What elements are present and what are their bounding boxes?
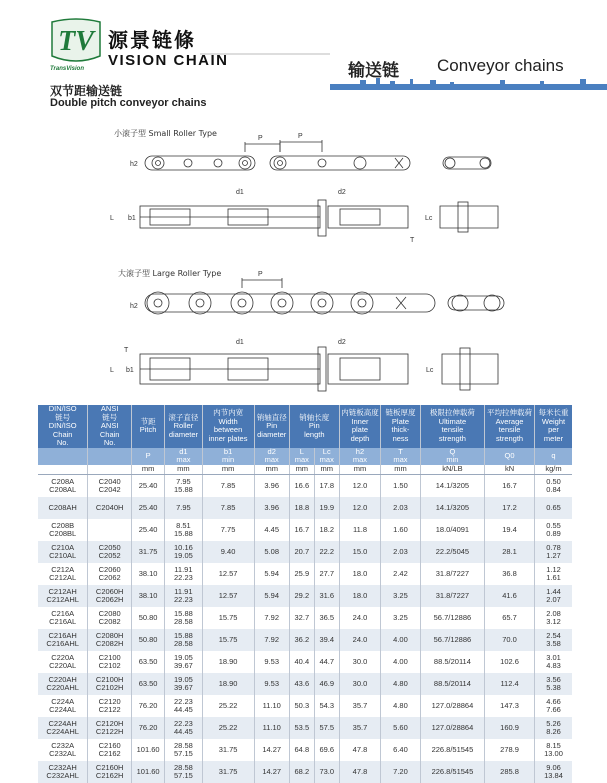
table-cell: 127.0/28864 [420,717,484,739]
table-cell: 14.27 [254,761,289,783]
table-cell: 112.4 [485,673,535,695]
table-cell: 38.10 [131,563,164,585]
table-cell: 56.7/12886 [420,607,484,629]
table-cell: 2.42 [381,563,420,585]
dim-lc-large: Lc [426,367,434,374]
table-cell: 285.8 [485,761,535,783]
table-cell: C220AH C220AHL [38,673,88,695]
table-cell: 25.40 [131,519,164,541]
table-cell: 7.92 [254,607,289,629]
table-cell: 19.9 [314,497,339,519]
symbol-cell: Q min [420,448,484,465]
table-cell: 12.0 [339,497,381,519]
table-cell: 15.88 28.58 [165,629,202,651]
table-cell: 18.8 [289,497,314,519]
table-cell: 30.0 [339,673,381,695]
table-cell: C210A C210AL [38,541,88,563]
table-row [38,585,572,607]
table-cell: 7.92 [254,629,289,651]
symbol-cell: Lc max [314,448,339,465]
table-cell: 3.96 [254,497,289,519]
table-cell: 2.03 [381,497,420,519]
table-cell: 7.85 [202,475,254,497]
table-cell: C216AH C216AHL [38,629,88,651]
symbol-cell: Q0 [485,448,535,465]
table-cell: 63.50 [131,673,164,695]
table-cell: 4.80 [381,673,420,695]
header-cell: 内节内宽 Width between inner plates [202,405,254,448]
symbol-cell: d1 max [165,448,202,465]
table-cell: 25.9 [289,563,314,585]
table-cell: 19.05 39.67 [165,651,202,673]
table-cell: 36.8 [485,563,535,585]
table-cell: C2120H C2122H [88,717,132,739]
table-cell: 28.58 57.15 [165,739,202,761]
table-cell: 76.20 [131,717,164,739]
table-cell: C2160 C2162 [88,739,132,761]
symbol-cell: T max [381,448,420,465]
dim-p-small: P [258,135,263,142]
dim-b1-large: b1 [126,367,134,374]
table-cell: 3.96 [254,475,289,497]
table-cell: 16.6 [289,475,314,497]
section-title-en: Double pitch conveyor chains [50,97,207,109]
header-cell: ANSI 链号 ANSI Chain No. [88,405,132,448]
table-cell: 18.0 [339,585,381,607]
table-cell: 46.9 [314,673,339,695]
table-cell: 22.23 44.45 [165,717,202,739]
table-cell: C216A C216AL [38,607,88,629]
unit-cell: mm [202,465,254,475]
dim-t-small: T [410,237,415,244]
dim-l-small: L [110,215,114,222]
table-cell: 32.7 [289,607,314,629]
large-roller-side-view [145,292,504,314]
table-cell: 18.2 [314,519,339,541]
unit-cell: mm [131,465,164,475]
table-cell: 35.7 [339,717,381,739]
small-roller-top-view [140,200,498,236]
table-cell: 88.5/20114 [420,673,484,695]
table-cell: 18.0/4091 [420,519,484,541]
header-cell: 销轴长度 Pin length [289,405,339,448]
table-cell: C2060H C2062H [88,585,132,607]
brand-name-cn: 源景链條 [108,28,196,52]
chain-drawing [100,122,540,402]
table-cell: 1.60 [381,519,420,541]
table-row [38,761,572,783]
table-body [38,475,572,783]
table-cell: 4.45 [254,519,289,541]
table-cell: C2080 C2082 [88,607,132,629]
page-title-cn: 输送链 [348,61,399,81]
table-cell: 7.20 [381,761,420,783]
unit-cell: mm [381,465,420,475]
table-cell: 31.8/7227 [420,563,484,585]
table-cell: 147.3 [485,695,535,717]
table-cell: C2040 C2042 [88,475,132,497]
table-cell: 11.8 [339,519,381,541]
table-cell: 25.22 [202,717,254,739]
table-cell: C2120 C2122 [88,695,132,717]
table-cell: 30.0 [339,651,381,673]
table-cell: 9.53 [254,673,289,695]
table-cell: 27.7 [314,563,339,585]
header-cell: 内链板高度 Inner plate depth [339,405,381,448]
table-cell: 25.40 [131,475,164,497]
header-cell: 销轴直径 Pin diameter [254,405,289,448]
table-cell: C2080H C2082H [88,629,132,651]
svg-text:TV: TV [58,26,94,57]
table-unit-row [38,465,572,475]
table-cell: 39.4 [314,629,339,651]
table-cell: 47.8 [339,739,381,761]
table-cell: 12.57 [202,563,254,585]
table-cell: 31.8/7227 [420,585,484,607]
table-row [38,739,572,761]
table-cell: 5.94 [254,585,289,607]
table-cell: 11.91 22.23 [165,563,202,585]
table-row [38,651,572,673]
table-cell: 12.0 [339,475,381,497]
page-header [0,0,607,109]
table-row [38,497,572,519]
table-cell: 17.8 [314,475,339,497]
table-cell: 73.0 [314,761,339,783]
unit-cell [38,465,88,475]
table-cell: 7.75 [202,519,254,541]
table-cell: 53.5 [289,717,314,739]
table-cell: C232AH C232AHL [38,761,88,783]
table-cell: 9.40 [202,541,254,563]
table-cell: 11.91 22.23 [165,585,202,607]
table-cell: 2.03 [381,541,420,563]
dim-d2-large: d2 [338,339,346,346]
table-cell: 101.60 [131,739,164,761]
table-cell: 16.7 [485,475,535,497]
table-cell: 68.2 [289,761,314,783]
transvision-logo-icon [48,16,104,66]
table-cell: 0.65 [534,497,572,519]
table-cell: 226.8/51545 [420,739,484,761]
table-cell: 38.10 [131,585,164,607]
table-row [38,717,572,739]
table-cell: 65.7 [485,607,535,629]
table-cell: 1.12 1.61 [534,563,572,585]
table-cell: 36.2 [289,629,314,651]
unit-cell: mm [314,465,339,475]
large-roller-top-view [140,347,498,391]
symbol-cell: h2 max [339,448,381,465]
dim-l-large: L [110,367,114,374]
table-cell: 44.7 [314,651,339,673]
dim-b1-small: b1 [128,215,136,222]
table-cell: 101.60 [131,761,164,783]
table-cell: C208AH [38,497,88,519]
table-cell: C212AH C212AHL [38,585,88,607]
chain-spec-table [38,405,572,783]
table-cell: 22.2/5045 [420,541,484,563]
dim-t-large: T [124,347,129,354]
table-cell: 76.20 [131,695,164,717]
table-cell: 22.23 44.45 [165,695,202,717]
table-cell: C2160H C2162H [88,761,132,783]
table-row [38,519,572,541]
dim-p-large: P [258,271,263,278]
table-row [38,607,572,629]
table-cell: 15.75 [202,629,254,651]
header-cell: 平均拉伸载荷 Average tensile strength [485,405,535,448]
table-cell: 15.88 28.58 [165,607,202,629]
table-cell: C232A C232AL [38,739,88,761]
table-row [38,695,572,717]
symbol-cell: P [131,448,164,465]
table-cell: 50.80 [131,629,164,651]
dim-p2-small: P [298,133,303,140]
table-cell: 4.00 [381,629,420,651]
table-cell: 28.1 [485,541,535,563]
table-cell: 0.55 0.89 [534,519,572,541]
table-cell: 18.90 [202,673,254,695]
table-cell: 7.95 15.88 [165,475,202,497]
table-cell: 19.05 39.67 [165,673,202,695]
table-cell: 11.10 [254,695,289,717]
table-cell: 57.5 [314,717,339,739]
table-row [38,563,572,585]
symbol-cell: q [534,448,572,465]
table-cell: 19.4 [485,519,535,541]
table-cell: 7.95 [165,497,202,519]
symbol-cell [88,448,132,465]
table-cell: 160.9 [485,717,535,739]
symbol-cell: b1 min [202,448,254,465]
table-cell: 5.08 [254,541,289,563]
table-cell: 20.7 [289,541,314,563]
chain-diagrams [100,122,540,402]
table-cell: 50.80 [131,607,164,629]
table-cell: 18.90 [202,651,254,673]
small-roller-label: 小滚子型 Small Roller Type [114,129,217,138]
table-cell: 56.7/12886 [420,629,484,651]
table-cell: 7.85 [202,497,254,519]
table-cell: 9.53 [254,651,289,673]
table-cell: 22.2 [314,541,339,563]
table-cell: 127.0/28864 [420,695,484,717]
table-cell: C212A C212AL [38,563,88,585]
table-cell: 14.1/3205 [420,475,484,497]
header-cell: 节距 Pitch [131,405,164,448]
table-cell: 17.2 [485,497,535,519]
unit-cell: mm [165,465,202,475]
dim-h2-large: h2 [130,303,138,310]
table-cell: 36.5 [314,607,339,629]
table-cell: 102.6 [485,651,535,673]
table-cell: 18.0 [339,563,381,585]
table-cell: 31.75 [202,761,254,783]
table-row [38,629,572,651]
table-cell: 47.8 [339,761,381,783]
table-cell: 50.3 [289,695,314,717]
table-cell: 0.50 0.84 [534,475,572,497]
dim-d1-small: d1 [236,189,244,196]
table-cell: 1.44 2.07 [534,585,572,607]
table-cell: 12.57 [202,585,254,607]
table-cell: 24.0 [339,629,381,651]
unit-cell: kg/m [534,465,572,475]
table-cell: 25.40 [131,497,164,519]
table-cell: C208B C208BL [38,519,88,541]
table-cell: 16.7 [289,519,314,541]
table-cell: C2040H [88,497,132,519]
table-cell: 15.75 [202,607,254,629]
table-cell: 8.15 13.00 [534,739,572,761]
table-cell [88,519,132,541]
section-title-cn: 双节距输送链 [50,84,123,98]
table-cell: 63.50 [131,651,164,673]
table-cell: 15.0 [339,541,381,563]
page-title-en: Conveyor chains [437,56,564,75]
large-roller-label: 大滚子型 Large Roller Type [118,269,222,278]
table-cell: 10.16 19.05 [165,541,202,563]
table-cell: 28.58 57.15 [165,761,202,783]
table-cell: C224A C224AL [38,695,88,717]
table-cell: 69.6 [314,739,339,761]
table-cell: 31.75 [202,739,254,761]
table-cell: C2100 C2102 [88,651,132,673]
table-cell: 2.54 3.58 [534,629,572,651]
table-cell: 24.0 [339,607,381,629]
table-header-row [38,405,572,448]
small-roller-side-view [145,156,491,170]
header-cell: 链板厚度 Plate thick- ness [381,405,420,448]
unit-cell [88,465,132,475]
table-cell: 2.08 3.12 [534,607,572,629]
table-cell: C220A C220AL [38,651,88,673]
table-cell: C2050 C2052 [88,541,132,563]
header-cell: DIN/ISO 链号 DIN/ISO Chain No. [38,405,88,448]
table-row [38,541,572,563]
table-cell: 41.6 [485,585,535,607]
symbol-cell [38,448,88,465]
symbol-cell: d2 max [254,448,289,465]
logo-subtitle: TransVision [50,66,85,72]
table-cell: 29.2 [289,585,314,607]
unit-cell: kN/LB [420,465,484,475]
table-row [38,673,572,695]
table-cell: 25.22 [202,695,254,717]
table-cell: 64.8 [289,739,314,761]
unit-cell: mm [254,465,289,475]
table-cell: 4.80 [381,695,420,717]
table-cell: 4.00 [381,651,420,673]
table-cell: 9.06 13.84 [534,761,572,783]
symbol-cell: L max [289,448,314,465]
table-cell: 70.0 [485,629,535,651]
table-cell: 14.27 [254,739,289,761]
table-cell: 8.51 15.88 [165,519,202,541]
table-cell: C2060 C2062 [88,563,132,585]
table-cell: 31.75 [131,541,164,563]
table-cell: 278.9 [485,739,535,761]
table-cell: 35.7 [339,695,381,717]
table-cell: 4.66 7.66 [534,695,572,717]
table-cell: 3.25 [381,585,420,607]
dim-d2-small: d2 [338,189,346,196]
brand-name-en: VISION CHAIN [108,52,229,69]
unit-cell: mm [289,465,314,475]
table-cell: 40.4 [289,651,314,673]
table-cell: 1.50 [381,475,420,497]
table-cell: C2100H C2102H [88,673,132,695]
table-cell: 226.8/51545 [420,761,484,783]
dim-lc-small: Lc [425,215,433,222]
table-cell: 5.60 [381,717,420,739]
table-cell: 3.01 4.83 [534,651,572,673]
table-cell: 0.78 1.27 [534,541,572,563]
table-cell: 31.6 [314,585,339,607]
header-cell: 极限拉伸载荷 Ultimate tensile strength [420,405,484,448]
table-cell: 14.1/3205 [420,497,484,519]
table-cell: 43.6 [289,673,314,695]
unit-cell: kN [485,465,535,475]
table-cell: 11.10 [254,717,289,739]
table-cell: 6.40 [381,739,420,761]
header-cell: 每米长重 Weight per meter [534,405,572,448]
table-cell: 3.56 5.38 [534,673,572,695]
table-cell: 5.94 [254,563,289,585]
unit-cell: mm [339,465,381,475]
table-cell: 54.3 [314,695,339,717]
table-cell: 3.25 [381,607,420,629]
table-cell: C208A C208AL [38,475,88,497]
table-symbol-row [38,448,572,465]
dim-h2-small: h2 [130,161,138,168]
table-cell: C224AH C224AHL [38,717,88,739]
table-cell: 88.5/20114 [420,651,484,673]
table-row [38,475,572,497]
header-cell: 滚子直径 Roller diameter [165,405,202,448]
dim-d1-large: d1 [236,339,244,346]
table-cell: 5.26 8.26 [534,717,572,739]
